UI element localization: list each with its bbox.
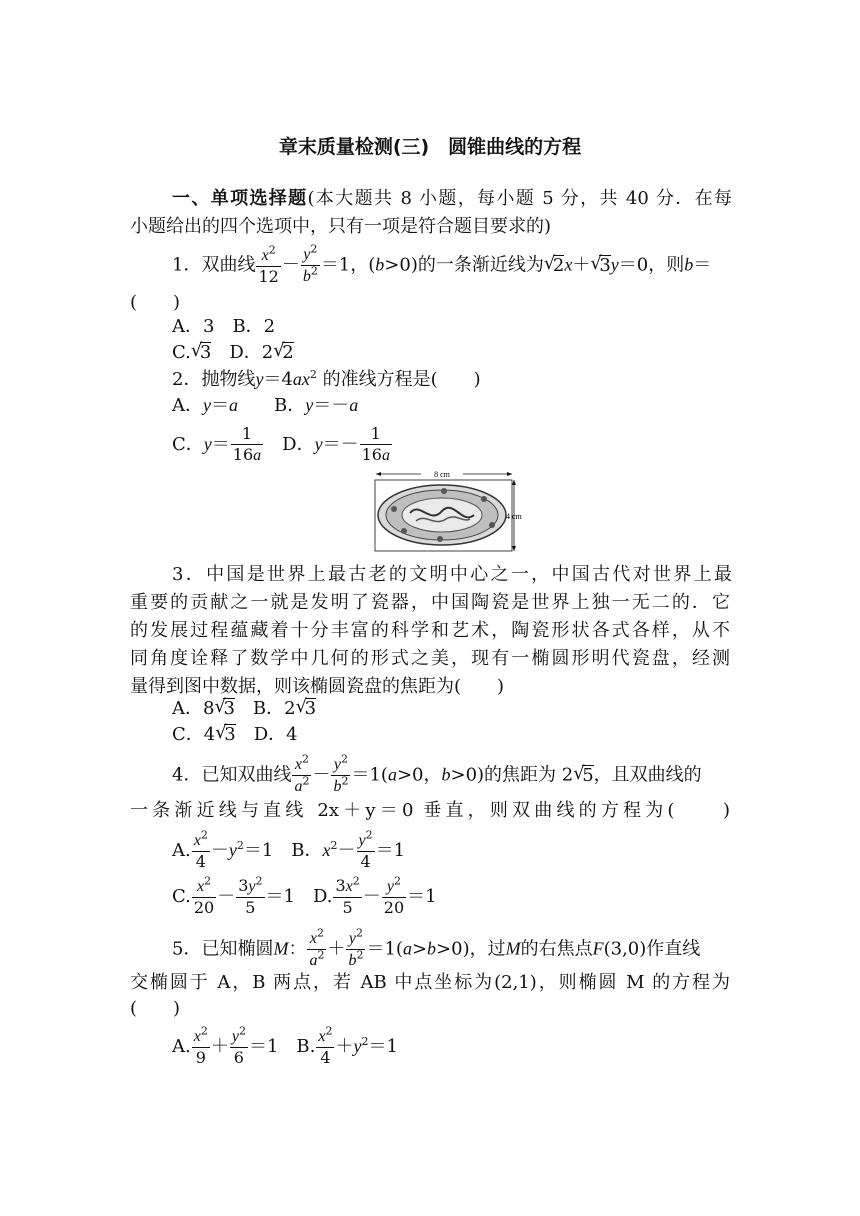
page-title: 章末质量检测(三) 圆锥曲线的方程 <box>278 136 582 158</box>
question-3-line-4: 同角度诠释了数学中几何的形式之美，现有一椭圆形明代瓷盘，经测 <box>130 648 730 669</box>
question-5-options-ab: A. $\frac{x^2}{9}$ ＋ $\frac{y^2}{6}$ ＝1 B. $\frac{x^2}{4}$ $+y^2=1$ <box>172 1024 398 1067</box>
question-3-line-2: 重要的贡献之一就是发明了瓷器，中国陶瓷是世界上独一无二的．它 <box>130 592 730 613</box>
section-intro-line-1: 一、单项选择题(本大题共 8 小题，每小题 5 分，共 40 分．在每 <box>172 188 732 209</box>
question-2-stem: 2．抛物线$y=4ax^2$ 的准线方程是( ) <box>172 368 481 390</box>
figure-height-label: 4 cm <box>506 512 522 521</box>
question-4-stem: 4．已知双曲线 $\frac{x^2}{a^2}$ － $\frac{y^2}{b^2}$ ＝1(a>0，b>0)的焦距为 2√ 5，且双曲线的 <box>172 754 732 797</box>
question-3-options-cd: C．4√ 3 D．4 <box>172 722 732 748</box>
question-4-line-2: 一条渐近线与直线 2x＋y＝0 垂直，则双曲线的方程为( ) <box>130 800 730 821</box>
section-heading: 一、单项选择题 <box>172 188 308 209</box>
section-intro-line-2: 小题给出的四个选项中，只有一项是符合题目要求的) <box>130 216 552 237</box>
question-5-line-2: 交椭圆于 A，B 两点，若 AB 中点坐标为(2,1)，则椭圆 M 的方程为 <box>130 972 730 993</box>
plate-center <box>402 498 482 532</box>
question-2-options-cd: C．y＝ $\frac{1}{16a}$ D．y＝－ $\frac{1}{16a}$ <box>172 424 390 464</box>
question-1-paren: ( ) <box>130 292 181 313</box>
question-3-line-5: 量得到图中数据，则该椭圆瓷盘的焦距为( ) <box>130 676 505 697</box>
question-3-options-ab: A．8√ 3 B．2√ 3 <box>172 696 732 722</box>
question-1-stem: 1．双曲线 $\frac{x^2}{12}$ － $\frac{y^2}{b^2}$ ＝1，(b>0)的一条渐近线为√ 2x＋√ 3y＝0，则b＝ <box>172 244 732 287</box>
question-1-options-ab: A．3 B．2 <box>172 316 276 337</box>
figure-width-label: 8 cm <box>434 470 450 479</box>
question-5-paren: ( ) <box>130 998 181 1019</box>
question-3-line-3: 的发展过程蕴藏着十分丰富的科学和艺术，陶瓷形状各式各样，从不 <box>130 620 730 641</box>
question-4-options-cd: C. $\frac{x^2}{20}$ － $\frac{3y^2}{5}$ ＝1 D. $\frac{3x^2}{5}$ － $\frac{y^2}{20}$ ＝1 <box>172 874 437 917</box>
question-2-options-ab: A．y＝a B．y＝－a <box>172 395 359 416</box>
question-3-line-1: 3．中国是世界上最古老的文明中心之一，中国古代对世界上最 <box>172 564 732 585</box>
question-1-options-cd: C.√ 3 D．2√ 2 <box>172 340 732 366</box>
plate-figure <box>374 469 524 553</box>
question-5-stem: 5．已知椭圆M： $\frac{x^2}{a^2}$ ＋ $\frac{y^2}{b^2}$ ＝1(a>b>0)，过M的右焦点F(3,0)作直线 <box>172 926 701 969</box>
question-4-options-ab: A. $\frac{x^2}{4}$ $-y^2=1$ B．$x^2-$ $\frac{y^2}{4}$ ＝1 <box>172 828 406 871</box>
